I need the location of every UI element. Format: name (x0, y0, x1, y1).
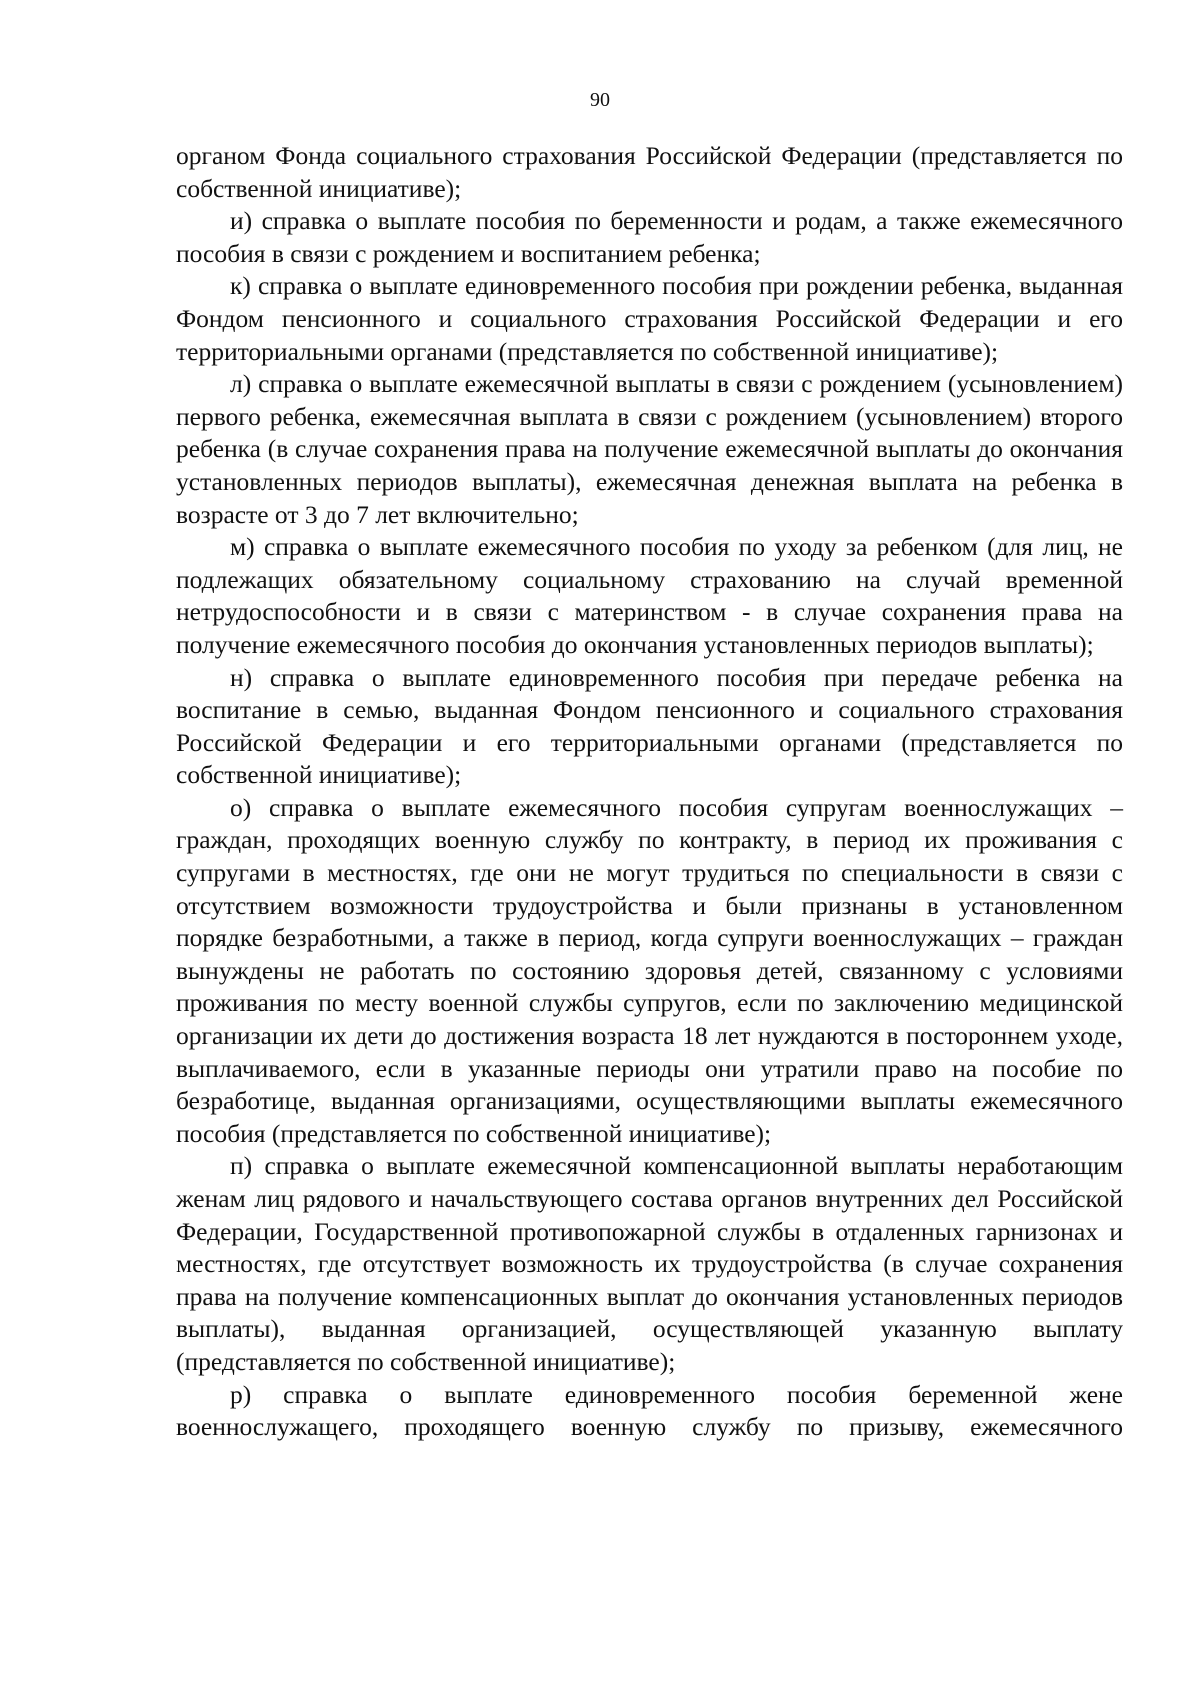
paragraph: л) справка о выплате ежемесячной выплаты в связи с рождением (усыновлением) первого ребенка, ежемесячная выплата в связи с рождением (усыновлением) второго ребенка (в случае сохранения права на получение ежемесячной выплаты до окончания установленных периодов выплаты), ежемесячная денежная выплата на ребенка в возрасте от 3 до 7 лет включительно; (176, 369, 1123, 529)
page-number: 90 (590, 89, 610, 111)
paragraph: м) справка о выплате ежемесячного пособия по уходу за ребенком (для лиц, не подлежащих обязательному социальному страхованию на случай временной нетрудоспособности и в связи с материнством - в случае сохранения права на получение ежемесячного пособия до окончания установленных периодов выплаты); (176, 532, 1123, 659)
paragraph: к) справка о выплате единовременного пособия при рождении ребенка, выданная Фондом пенсионного и социального страхования Российской Федерации и его территориальными органами (представляется по собственной инициативе); (176, 271, 1123, 366)
paragraph: н) справка о выплате единовременного пособия при передаче ребенка на воспитание в семью, выданная Фондом пенсионного и социального страхования Российской Федерации и его территориальными органами (представляется по собственной инициативе); (176, 662, 1123, 790)
paragraph: р) справка о выплате единовременного пособия беременной жене военнослужащего, проходящего военную службу по призыву, ежемесячного (176, 1379, 1123, 1442)
paragraph: и) справка о выплате пособия по беременности и родам, а также ежемесячного пособия в связи с рождением и воспитанием ребенка; (176, 206, 1123, 268)
paragraph: о) справка о выплате ежемесячного пособия супругам военнослужащих – граждан, проходящих военную службу по контракту, в период их проживания с супругами в местностях, где они не могут трудиться по специальности в связи с отсутствием возможности трудоустройства и были признаны в установленном порядке безработными, а также в период, когда супруги военнослужащих – граждан вынуждены не работать по состоянию здоровья детей, связанному с условиями проживания по месту военной службы супругов, если по заключению медицинской организации их дети до достижения возраста 18 лет нуждаются в постороннем уходе, выплачиваемого, если в указанные периоды они утратили право на пособие по безработице, выданная организациями, осуществляющими выплаты ежемесячного пособия (представляется по собственной инициативе); (176, 792, 1123, 1148)
paragraph: п) справка о выплате ежемесячной компенсационной выплаты неработающим женам лиц рядового и начальствующего состава органов внутренних дел Российской Федерации, Государственной противопожарной службы в отдаленных гарнизонах и местностях, где отсутствует возможность их трудоустройства (в случае сохранения права на получение компенсационных выплат до окончания установленных периодов выплаты), выданная организацией, осуществляющей указанную выплату (представляется по собственной инициативе); (176, 1151, 1123, 1376)
paragraph: органом Фонда социального страхования Российской Федерации (представляется по собственной инициативе); (176, 141, 1123, 203)
document-body (176, 140, 1123, 1444)
